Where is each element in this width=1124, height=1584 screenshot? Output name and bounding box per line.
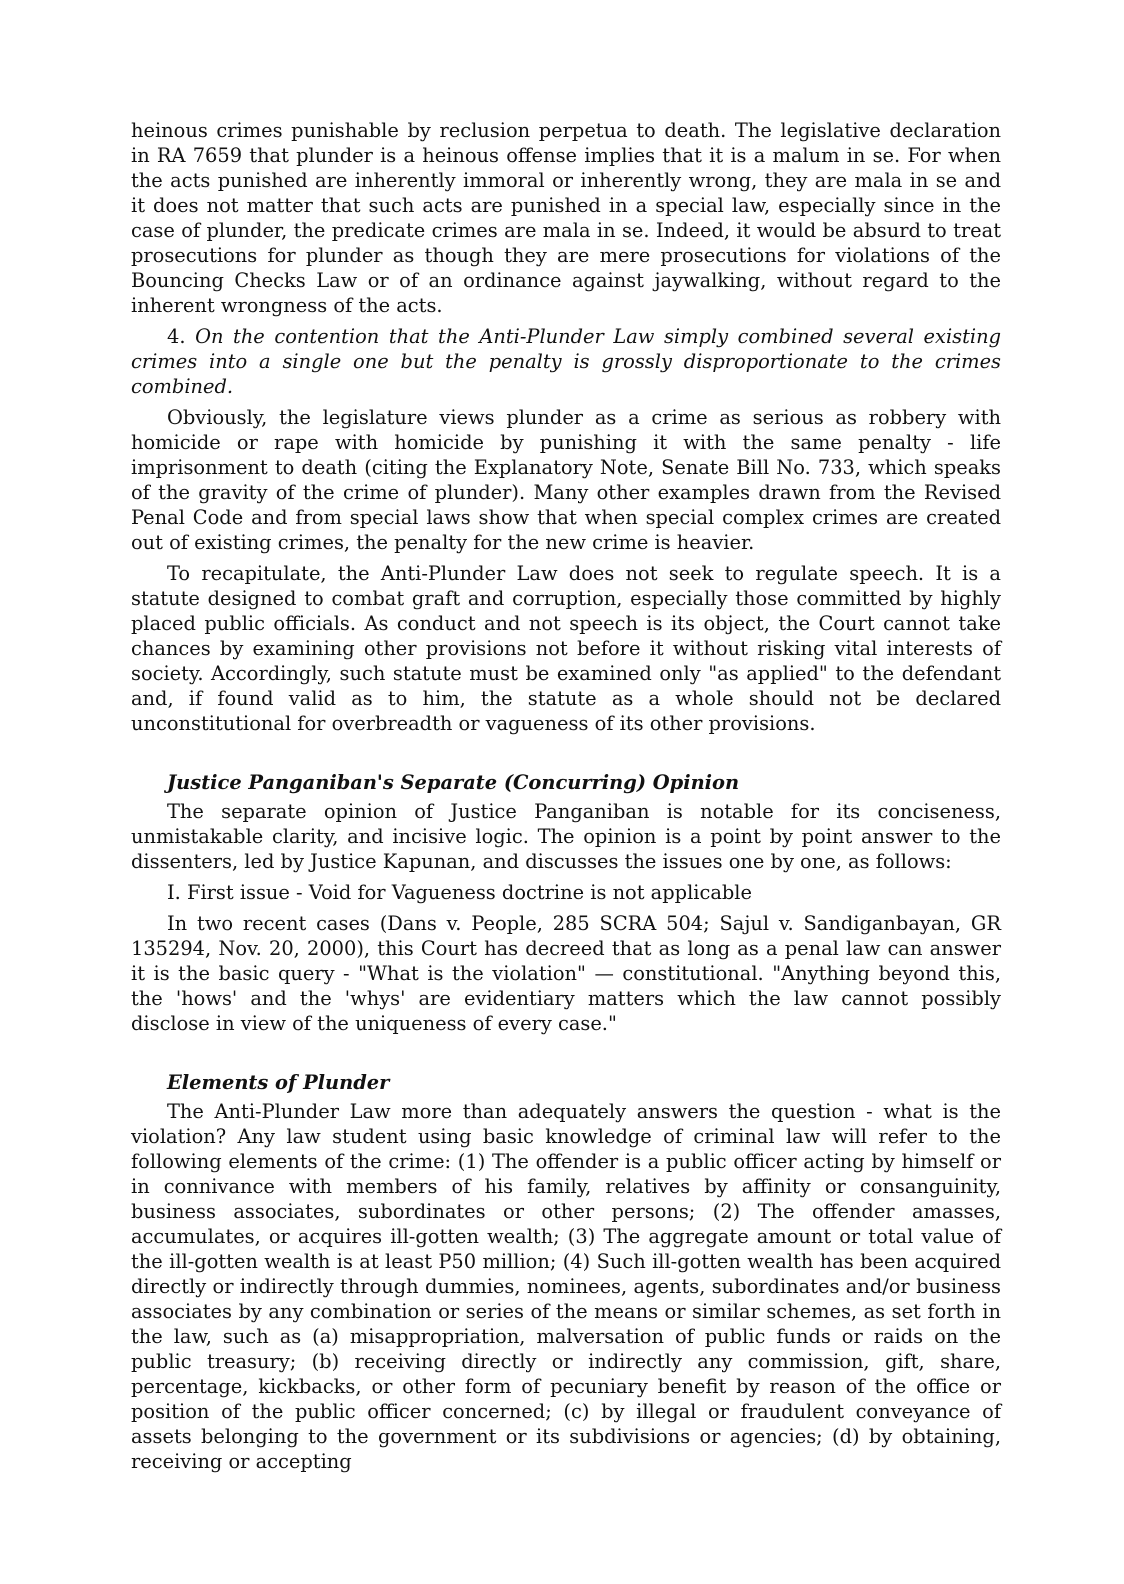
paragraph-heinous-crimes: heinous crimes punishable by reclusion perpetua to death. The legislative declaration in RA 7659 that plunder is a heinous offense implies that it is a malum in se. For when the acts punished are inherently immoral or inherently wrong, they are mala in se and it does not matter that such acts are punished in a special law, especially since in the case of plunder, the predicate crimes are mala in se. Indeed, it would be absurd to treat prosecutions for plunder as though they are mere prosecutions for violations of the Bouncing Checks Law or of an ordinance against jaywalking, without regard to the inherent wrongness of the acts.	[131, 119, 1001, 317]
paragraph-panganiban-opinion: The separate opinion of Justice Panganiban is notable for its conciseness, unmistakable clarity, and incisive logic. The opinion is a point by point answer to the dissenters, led by Justice Kapunan, and discusses the issues one by one, as follows:	[131, 800, 1001, 873]
document-page	[131, 118, 1001, 1480]
paragraph-two-recent-cases: In two recent cases (Dans v. People, 285 SCRA 504; Sajul v. Sandiganbayan, GR 135294, Nov. 20, 2000), this Court has decreed that as long as a penal law can answer it is the basic query - "What is the violation" — constitutional. "Anything beyond this, the 'hows' and the 'whys' are evidentiary matters which the law cannot possibly disclose in view of the uniqueness of every case."	[131, 912, 1001, 1035]
point-4-contention: On the contention that the Anti-Plunder Law simply combined several existing crimes into a single one but the penalty is grossly disproportionate to the crimes combined.	[131, 325, 1001, 398]
paragraph-first-issue: I. First issue - Void for Vagueness doctrine is not applicable	[167, 881, 752, 904]
paragraph-elements-of-plunder: The Anti-Plunder Law more than adequately answers the question - what is the violation? Any law student using basic knowledge of criminal law will refer to the following elements of the crime: (1) The offender is a public officer acting by himself or in connivance with members of his family, relatives by affinity or consanguinity, business associates, subordinates or other persons; (2) The offender amasses, accumulates, or acquires ill-gotten wealth; (3) The aggregate amount or total value of the ill-gotten wealth is at least P50 million; (4) Such ill-gotten wealth has been acquired directly or indirectly through dummies, nominees, agents, subordinates and/or business associates by any combination or series of the means or similar schemes, as set forth in the law, such as (a) misappropriation, malversation of public funds or raids on the public treasury; (b) receiving directly or indirectly any commission, gift, share, percentage, kickbacks, or other form of pecuniary benefit by reason of the office or position of the public officer concerned; (c) by illegal or fraudulent conveyance of assets belonging to the government or its subdivisions or agencies; (d) by obtaining, receiving or accepting	[131, 1100, 1001, 1473]
heading-panganiban-opinion: Justice Panganiban's Separate (Concurring) Opinion	[167, 771, 740, 794]
paragraph-point-4	[131, 324, 1001, 399]
paragraph-obviously: Obviously, the legislature views plunder as a crime as serious as robbery with homicide or rape with homicide by punishing it with the same penalty - life imprisonment to death (citing the Explanatory Note, Senate Bill No. 733, which speaks of the gravity of the crime of plunder). Many other examples drawn from the Revised Penal Code and from special laws show that when special complex crimes are created out of existing crimes, the penalty for the new crime is heavier.	[131, 406, 1001, 554]
heading-elements-of-plunder: Elements of Plunder	[167, 1071, 390, 1094]
point-4-number: 4.	[167, 325, 196, 348]
paragraph-recapitulate: To recapitulate, the Anti-Plunder Law does not seek to regulate speech. It is a statute designed to combat graft and corruption, especially those committed by highly placed public officials. As conduct and not speech is its object, the Court cannot take chances by examining other provisions not before it without risking vital interests of society. Accordingly, such statute must be examined only "as applied" to the defendant and, if found valid as to him, the statute as a whole should not be declared unconstitutional for overbreadth or vagueness of its other provisions.	[131, 562, 1001, 735]
